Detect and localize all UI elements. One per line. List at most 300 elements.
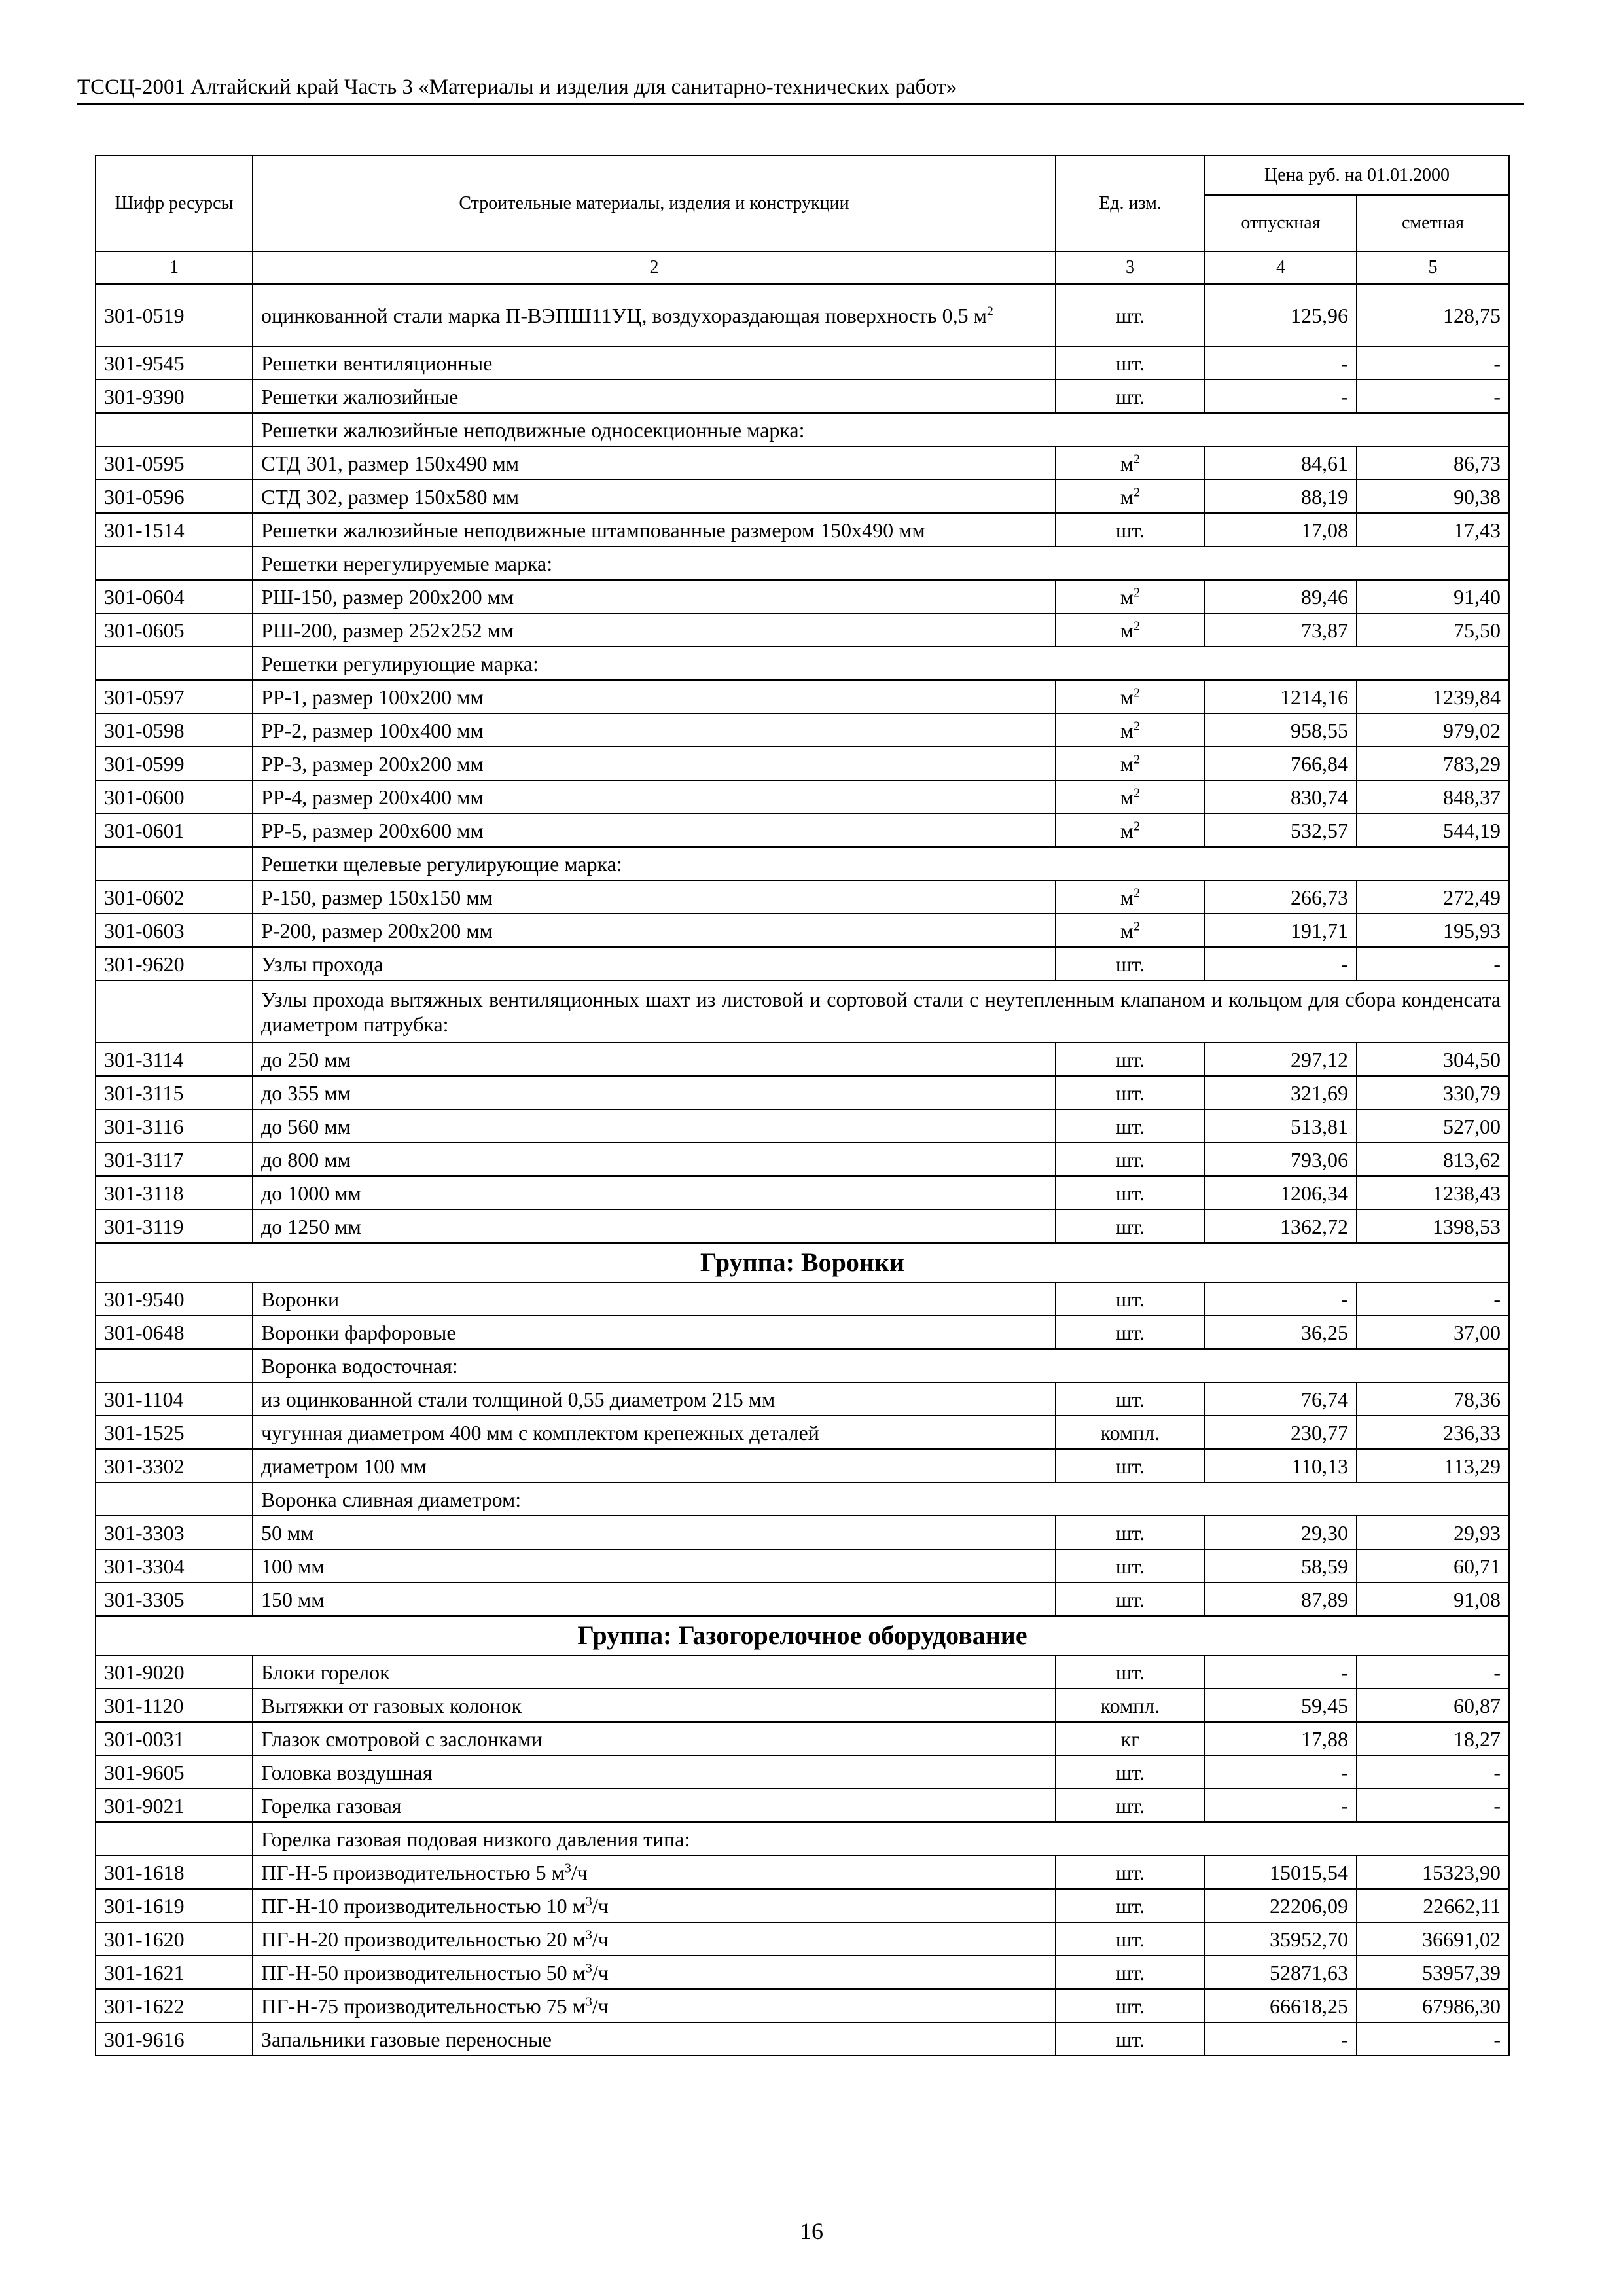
table-row [96, 1549, 1509, 1583]
material-name-text: РР-4, размер 200х400 мм [261, 785, 484, 809]
unit-text: шт. [1115, 1994, 1145, 2018]
estimate-price: 330,79 [1357, 1076, 1509, 1109]
material-name-text: диаметром 100 мм [261, 1454, 427, 1478]
release-price: 532,57 [1205, 814, 1357, 847]
material-name-text: РШ-200, размер 252х252 мм [261, 618, 514, 642]
material-name-text: ПГ-Н-20 производительностью 20 м [261, 1927, 586, 1951]
unit-text: шт. [1115, 384, 1145, 408]
resource-code: 301-3115 [96, 1076, 253, 1109]
unit-superscript: 2 [1133, 718, 1141, 733]
material-name [253, 1043, 1056, 1076]
table-row [96, 1316, 1509, 1349]
material-name-text: до 250 мм [261, 1047, 351, 1071]
release-price: 58,59 [1205, 1549, 1357, 1583]
table-row [96, 1755, 1509, 1789]
material-name [253, 680, 1056, 713]
material-name-tail: /ч [571, 1860, 588, 1884]
material-name [253, 1956, 1056, 1989]
subheading-text: Решетки жалюзийные неподвижные односекционные марка: [253, 413, 1509, 446]
material-name-text: до 355 мм [261, 1081, 351, 1105]
table-row [96, 1856, 1509, 1889]
release-price: 1214,16 [1205, 680, 1357, 713]
subheading-text: Решетки щелевые регулирующие марка: [253, 847, 1509, 880]
material-name [253, 580, 1056, 613]
estimate-price: 29,93 [1357, 1516, 1509, 1549]
material-name [253, 880, 1056, 914]
table-row [96, 1956, 1509, 1989]
unit-text: шт. [1115, 1793, 1145, 1818]
unit-superscript: 2 [1133, 918, 1141, 933]
empty-cell [96, 647, 253, 680]
unit-text: шт. [1115, 1387, 1145, 1411]
release-price: 73,87 [1205, 613, 1357, 647]
table-row [96, 1655, 1509, 1689]
material-name-text: РР-5, размер 200х600 мм [261, 818, 484, 842]
release-price: 76,74 [1205, 1382, 1357, 1416]
release-price: - [1205, 1789, 1357, 1822]
table-body [96, 284, 1509, 2056]
material-name-tail: /ч [592, 1994, 609, 2018]
resource-code: 301-0597 [96, 680, 253, 713]
estimate-price: 813,62 [1357, 1143, 1509, 1176]
table-row [96, 680, 1509, 713]
material-name [253, 480, 1056, 513]
material-name [253, 814, 1056, 847]
unit [1056, 780, 1205, 814]
unit [1056, 1922, 1205, 1956]
empty-cell [96, 1482, 253, 1516]
release-price: 17,88 [1205, 1722, 1357, 1755]
resource-code: 301-9620 [96, 947, 253, 980]
material-name [253, 380, 1056, 413]
superscript: 3 [585, 1927, 592, 1942]
col-header-estimate-price: сметная [1357, 195, 1509, 251]
release-price: 230,77 [1205, 1416, 1357, 1449]
unit-text: компл. [1100, 1420, 1160, 1444]
subheading-text: Воронка сливная диаметром: [253, 1482, 1509, 1516]
table-row [96, 1382, 1509, 1416]
material-name-text: РШ-150, размер 200х200 мм [261, 584, 514, 609]
unit-superscript: 2 [1133, 451, 1141, 466]
table-row [96, 480, 1509, 513]
material-name [253, 1856, 1056, 1889]
subheading-text: Узлы прохода вытяжных вентиляционных шахт из листовой и сортовой стали с неутепленным клапаном и кольцом для сбора конденсата диаметром патрубка: [253, 980, 1509, 1043]
unit [1056, 1549, 1205, 1583]
material-name [253, 1416, 1056, 1449]
material-name [253, 2022, 1056, 2056]
unit [1056, 914, 1205, 947]
resource-code: 301-1619 [96, 1889, 253, 1922]
col-header-release-price: отпускная [1205, 195, 1357, 251]
unit-text: шт. [1115, 1047, 1145, 1071]
unit [1056, 880, 1205, 914]
subheading-text: Воронка водосточная: [253, 1349, 1509, 1382]
release-price: 87,89 [1205, 1583, 1357, 1616]
estimate-price: - [1357, 1789, 1509, 1822]
estimate-price: - [1357, 380, 1509, 413]
resource-code: 301-3118 [96, 1176, 253, 1210]
material-name-text: ПГ-Н-75 производительностью 75 м [261, 1994, 586, 2018]
table-row [96, 2022, 1509, 2056]
material-name [253, 513, 1056, 547]
subheading-row [96, 1482, 1509, 1516]
resource-code: 301-1622 [96, 1989, 253, 2022]
unit [1056, 1316, 1205, 1349]
unit [1056, 1043, 1205, 1076]
estimate-price: 60,87 [1357, 1689, 1509, 1722]
unit [1056, 1282, 1205, 1316]
subheading-row [96, 1822, 1509, 1856]
table-row [96, 613, 1509, 647]
material-name-text: 100 мм [261, 1554, 325, 1578]
table-row [96, 1076, 1509, 1109]
unit-text: шт. [1115, 1287, 1145, 1311]
unit-text: м [1120, 618, 1134, 642]
table-row [96, 513, 1509, 547]
column-numbers-row [96, 251, 1509, 284]
resource-code: 301-0598 [96, 713, 253, 747]
resource-code: 301-0603 [96, 914, 253, 947]
resource-code: 301-1620 [96, 1922, 253, 1956]
unit [1056, 1856, 1205, 1889]
estimate-price: 128,75 [1357, 284, 1509, 346]
unit [1056, 1722, 1205, 1755]
column-number: 5 [1357, 251, 1509, 284]
subheading-row [96, 847, 1509, 880]
col-header-name: Строительные материалы, изделия и конструкции [253, 156, 1056, 251]
unit-text: м [1120, 685, 1134, 709]
unit-superscript: 2 [1133, 618, 1141, 633]
material-name-tail: /ч [592, 1960, 609, 1984]
material-name-text: ПГ-Н-50 производительностью 50 м [261, 1960, 586, 1984]
unit [1056, 814, 1205, 847]
table-row [96, 1789, 1509, 1822]
estimate-price: - [1357, 1755, 1509, 1789]
subheading-row [96, 980, 1509, 1043]
unit-text: шт. [1115, 1660, 1145, 1684]
material-name [253, 1789, 1056, 1822]
release-price: - [1205, 346, 1357, 380]
subheading-text: Решетки нерегулируемые марка: [253, 547, 1509, 580]
table-row [96, 814, 1509, 847]
superscript: 3 [585, 1960, 592, 1975]
unit-text: компл. [1100, 1693, 1160, 1717]
page-number: 16 [800, 2218, 823, 2244]
table-row [96, 1689, 1509, 1722]
table-row [96, 880, 1509, 914]
release-price: 17,08 [1205, 513, 1357, 547]
subheading-row [96, 647, 1509, 680]
release-price: 89,46 [1205, 580, 1357, 613]
unit-text: шт. [1115, 1454, 1145, 1478]
table-row [96, 1416, 1509, 1449]
release-price: 110,13 [1205, 1449, 1357, 1482]
release-price: 22206,09 [1205, 1889, 1357, 1922]
table-row [96, 1282, 1509, 1316]
resource-code: 301-3302 [96, 1449, 253, 1482]
estimate-price: - [1357, 1655, 1509, 1689]
resource-code: 301-3114 [96, 1043, 253, 1076]
unit-superscript: 2 [1133, 751, 1141, 766]
unit [1056, 380, 1205, 413]
unit-superscript: 2 [1133, 484, 1141, 499]
unit-text: шт. [1115, 952, 1145, 976]
unit-text: м [1120, 718, 1134, 742]
unit-superscript: 2 [1133, 818, 1141, 833]
release-price: 29,30 [1205, 1516, 1357, 1549]
material-name [253, 780, 1056, 814]
resource-code: 301-9540 [96, 1282, 253, 1316]
estimate-price: 22662,11 [1357, 1889, 1509, 1922]
release-price: 297,12 [1205, 1043, 1357, 1076]
unit [1056, 1109, 1205, 1143]
estimate-price: 17,43 [1357, 513, 1509, 547]
estimate-price: 848,37 [1357, 780, 1509, 814]
release-price: 36,25 [1205, 1316, 1357, 1349]
estimate-price: 18,27 [1357, 1722, 1509, 1755]
unit [1056, 480, 1205, 513]
table-row [96, 1722, 1509, 1755]
empty-cell [96, 547, 253, 580]
unit-text: шт. [1115, 1320, 1145, 1344]
material-name [253, 284, 1056, 346]
unit-text: м [1120, 885, 1134, 909]
unit [1056, 1956, 1205, 1989]
estimate-price: 91,08 [1357, 1583, 1509, 1616]
material-name-text: Р-150, размер 150х150 мм [261, 885, 493, 909]
material-name-text: Решетки вентиляционные [261, 351, 493, 375]
material-name-text: Решетки жалюзийные [261, 384, 459, 408]
unit-text: м [1120, 785, 1134, 809]
resource-code: 301-3119 [96, 1210, 253, 1243]
table-row [96, 780, 1509, 814]
table-row [96, 747, 1509, 780]
material-name [253, 1449, 1056, 1482]
resource-code: 301-1120 [96, 1689, 253, 1722]
unit [1056, 1076, 1205, 1109]
estimate-price: 1398,53 [1357, 1210, 1509, 1243]
unit [1056, 1755, 1205, 1789]
table-row [96, 284, 1509, 346]
unit [1056, 1516, 1205, 1549]
unit [1056, 1889, 1205, 1922]
superscript: 3 [564, 1860, 571, 1875]
table-row [96, 1109, 1509, 1143]
subheading-row [96, 413, 1509, 446]
table-row [96, 914, 1509, 947]
resource-code: 301-9390 [96, 380, 253, 413]
material-name-text: чугунная диаметром 400 мм с комплектом крепежных деталей [261, 1420, 819, 1444]
release-price: 15015,54 [1205, 1856, 1357, 1889]
table-row [96, 1176, 1509, 1210]
material-name [253, 947, 1056, 980]
resource-code: 301-9545 [96, 346, 253, 380]
material-name-tail: /ч [592, 1893, 609, 1918]
resource-code: 301-3116 [96, 1109, 253, 1143]
resource-code: 301-1621 [96, 1956, 253, 1989]
resource-code: 301-0595 [96, 446, 253, 480]
unit-text: шт. [1115, 1860, 1145, 1884]
material-name-text: Головка воздушная [261, 1760, 433, 1784]
table-row [96, 1989, 1509, 2022]
estimate-price: 91,40 [1357, 580, 1509, 613]
material-name-text: 150 мм [261, 1587, 325, 1611]
page-header: ТССЦ-2001 Алтайский край Часть 3 «Материалы и изделия для санитарно-технических работ» [77, 73, 1524, 105]
material-name-text: Воронки фарфоровые [261, 1320, 456, 1344]
estimate-price: - [1357, 2022, 1509, 2056]
material-name [253, 1889, 1056, 1922]
unit-text: кг [1120, 1727, 1140, 1751]
material-name-text: Узлы прохода [261, 952, 383, 976]
subheading-text: Горелка газовая подовая низкого давления типа: [253, 1822, 1509, 1856]
table-row [96, 446, 1509, 480]
material-name [253, 1382, 1056, 1416]
resource-code: 301-3304 [96, 1549, 253, 1583]
table-head [96, 156, 1509, 284]
release-price: 793,06 [1205, 1143, 1357, 1176]
unit-text: м [1120, 918, 1134, 942]
unit [1056, 1176, 1205, 1210]
unit-superscript: 2 [1133, 885, 1141, 900]
unit [1056, 1789, 1205, 1822]
table-row [96, 1043, 1509, 1076]
resource-code: 301-0596 [96, 480, 253, 513]
group-heading-row [96, 1243, 1509, 1282]
material-name-text: до 1000 мм [261, 1181, 361, 1205]
material-name-text: РР-2, размер 100х400 мм [261, 718, 484, 742]
estimate-price: 195,93 [1357, 914, 1509, 947]
unit-text: шт. [1115, 1147, 1145, 1172]
release-price: - [1205, 1282, 1357, 1316]
release-price: 766,84 [1205, 747, 1357, 780]
material-name [253, 914, 1056, 947]
table-row [96, 1516, 1509, 1549]
unit [1056, 446, 1205, 480]
unit [1056, 1989, 1205, 2022]
material-name-text: из оцинкованной стали толщиной 0,55 диаметром 215 мм [261, 1387, 776, 1411]
material-name-text: РР-1, размер 100х200 мм [261, 685, 484, 709]
release-price: 830,74 [1205, 780, 1357, 814]
resource-code: 301-9605 [96, 1755, 253, 1789]
material-name [253, 1282, 1056, 1316]
column-number: 1 [96, 251, 253, 284]
release-price: 66618,25 [1205, 1989, 1357, 2022]
material-name-text: ПГ-Н-10 производительностью 10 м [261, 1893, 586, 1918]
estimate-price: 1238,43 [1357, 1176, 1509, 1210]
unit-text: шт. [1115, 1760, 1145, 1784]
material-name-text: до 1250 мм [261, 1214, 361, 1238]
material-name-text: Запальники газовые переносные [261, 2027, 552, 2051]
table-row [96, 1210, 1509, 1243]
unit [1056, 947, 1205, 980]
unit-text: шт. [1115, 1960, 1145, 1984]
material-name-text: Р-200, размер 200х200 мм [261, 918, 493, 942]
resource-code: 301-1104 [96, 1382, 253, 1416]
unit-text: шт. [1115, 1554, 1145, 1578]
material-name [253, 1210, 1056, 1243]
material-name [253, 613, 1056, 647]
group-heading: Группа: Воронки [96, 1243, 1509, 1282]
unit-text: шт. [1115, 351, 1145, 375]
resource-code: 301-0031 [96, 1722, 253, 1755]
table-row [96, 346, 1509, 380]
resource-code: 301-9616 [96, 2022, 253, 2056]
unit-text: шт. [1115, 1520, 1145, 1545]
release-price: 125,96 [1205, 284, 1357, 346]
material-name [253, 713, 1056, 747]
unit [1056, 680, 1205, 713]
resource-code: 301-3305 [96, 1583, 253, 1616]
table-row [96, 380, 1509, 413]
material-name-text: Воронки [261, 1287, 340, 1311]
table-row [96, 1449, 1509, 1482]
estimate-price: 15323,90 [1357, 1856, 1509, 1889]
material-name-text: оцинкованной стали марка П-ВЭПШ11УЦ, воздухораздающая поверхность 0,5 м [261, 303, 987, 327]
unit-text: м [1120, 584, 1134, 609]
estimate-price: 304,50 [1357, 1043, 1509, 1076]
estimate-price: 272,49 [1357, 880, 1509, 914]
unit-text: шт. [1115, 1114, 1145, 1138]
resource-code: 301-9020 [96, 1655, 253, 1689]
table-row [96, 1922, 1509, 1956]
unit-text: шт. [1115, 303, 1145, 327]
price-table [95, 155, 1510, 2056]
release-price: - [1205, 947, 1357, 980]
material-name [253, 1922, 1056, 1956]
empty-cell [96, 847, 253, 880]
material-name [253, 1109, 1056, 1143]
material-name-tail: /ч [592, 1927, 609, 1951]
release-price: - [1205, 2022, 1357, 2056]
unit [1056, 1583, 1205, 1616]
release-price: 191,71 [1205, 914, 1357, 947]
material-name-text: до 560 мм [261, 1114, 351, 1138]
release-price: 84,61 [1205, 446, 1357, 480]
column-number: 2 [253, 251, 1056, 284]
table-row [96, 580, 1509, 613]
unit [1056, 2022, 1205, 2056]
column-number: 3 [1056, 251, 1205, 284]
unit-text: шт. [1115, 1927, 1145, 1951]
material-name-text: Глазок смотровой с заслонками [261, 1727, 543, 1751]
material-name [253, 1143, 1056, 1176]
unit-text: шт. [1115, 1893, 1145, 1918]
resource-code: 301-0519 [96, 284, 253, 346]
unit-superscript: 2 [1133, 685, 1141, 700]
unit-text: м [1120, 751, 1134, 776]
estimate-price: 783,29 [1357, 747, 1509, 780]
resource-code: 301-1618 [96, 1856, 253, 1889]
estimate-price: 36691,02 [1357, 1922, 1509, 1956]
unit [1056, 1382, 1205, 1416]
resource-code: 301-3303 [96, 1516, 253, 1549]
superscript: 2 [986, 303, 993, 318]
estimate-price: 90,38 [1357, 480, 1509, 513]
empty-cell [96, 1349, 253, 1382]
unit [1056, 1143, 1205, 1176]
col-header-price: Цена руб. на 01.01.2000 [1205, 156, 1509, 195]
estimate-price: 78,36 [1357, 1382, 1509, 1416]
unit-text: шт. [1115, 2027, 1145, 2051]
estimate-price: 67986,30 [1357, 1989, 1509, 2022]
resource-code: 301-1525 [96, 1416, 253, 1449]
material-name [253, 1176, 1056, 1210]
subheading-row [96, 1349, 1509, 1382]
estimate-price: 527,00 [1357, 1109, 1509, 1143]
unit-text: шт. [1115, 1587, 1145, 1611]
table-row [96, 1143, 1509, 1176]
estimate-price: 75,50 [1357, 613, 1509, 647]
